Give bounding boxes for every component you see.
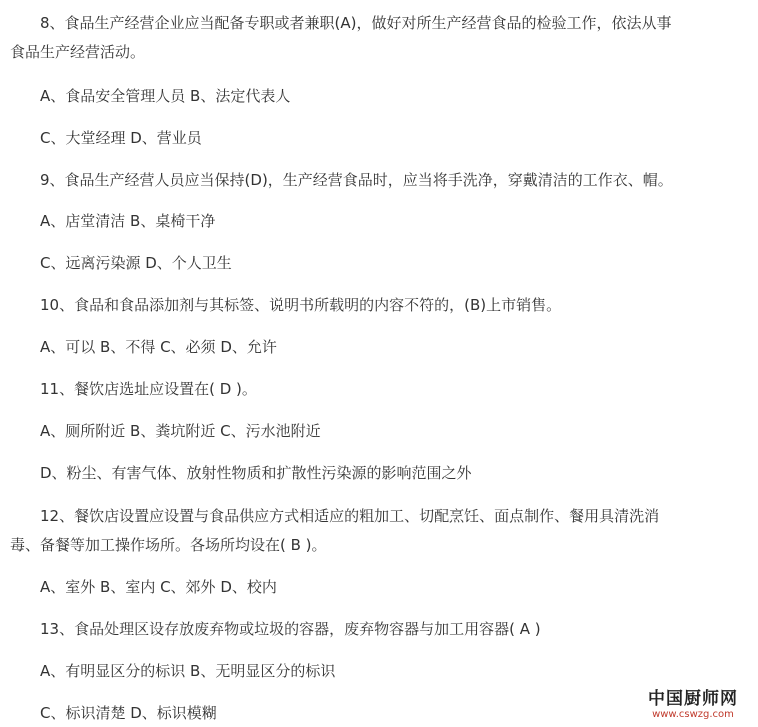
watermark-site-name: 中国厨师网 (648, 689, 738, 709)
question-10-line-1: 10、食品和食品添加剂与其标签、说明书所载明的内容不符的，(B)上市销售。 (40, 296, 562, 314)
question-13-options-1: A、有明显区分的标识 B、无明显区分的标识 (40, 662, 336, 680)
question-9-options-1: A、店堂清洁 B、桌椅干净 (40, 212, 216, 230)
question-11-options-2: D、粉尘、有害气体、放射性物质和扩散性污染源的影响范围之外 (40, 464, 472, 482)
watermark-url: www.cswzg.com (652, 709, 734, 720)
question-11-line-1: 11、餐饮店选址应设置在( D )。 (40, 380, 257, 398)
question-11-options-1: A、厕所附近 B、粪坑附近 C、污水池附近 (40, 422, 321, 440)
question-9-line-1: 9、食品生产经营人员应当保持(D)，生产经营食品时，应当将手洗净，穿戴清洁的工作衣、帽。 (40, 171, 673, 189)
question-8-options-2: C、大堂经理 D、营业员 (40, 129, 202, 147)
question-12-line-2: 毒、备餐等加工操作场所。各场所均设在( B )。 (10, 536, 327, 554)
question-13-options-2: C、标识清楚 D、标识模糊 (40, 704, 217, 722)
question-12-line-1: 12、餐饮店设置应设置与食品供应方式相适应的粗加工、切配烹饪、面点制作、餐用具清洗消 (40, 507, 660, 525)
question-9-options-2: C、远离污染源 D、个人卫生 (40, 254, 232, 272)
question-8-options-1: A、食品安全管理人员 B、法定代表人 (40, 87, 291, 105)
question-8-line-1: 8、食品生产经营企业应当配备专职或者兼职(A)，做好对所生产经营食品的检验工作，依法从事 (40, 14, 672, 32)
question-10-options-1: A、可以 B、不得 C、必须 D、允许 (40, 338, 277, 356)
question-8-line-2: 食品生产经营活动。 (10, 43, 146, 61)
question-12-options-1: A、室外 B、室内 C、郊外 D、校内 (40, 578, 277, 596)
question-13-line-1: 13、食品处理区设存放废弃物或垃圾的容器，废弃物容器与加工用容器( A ) (40, 620, 541, 638)
site-watermark (638, 689, 748, 721)
